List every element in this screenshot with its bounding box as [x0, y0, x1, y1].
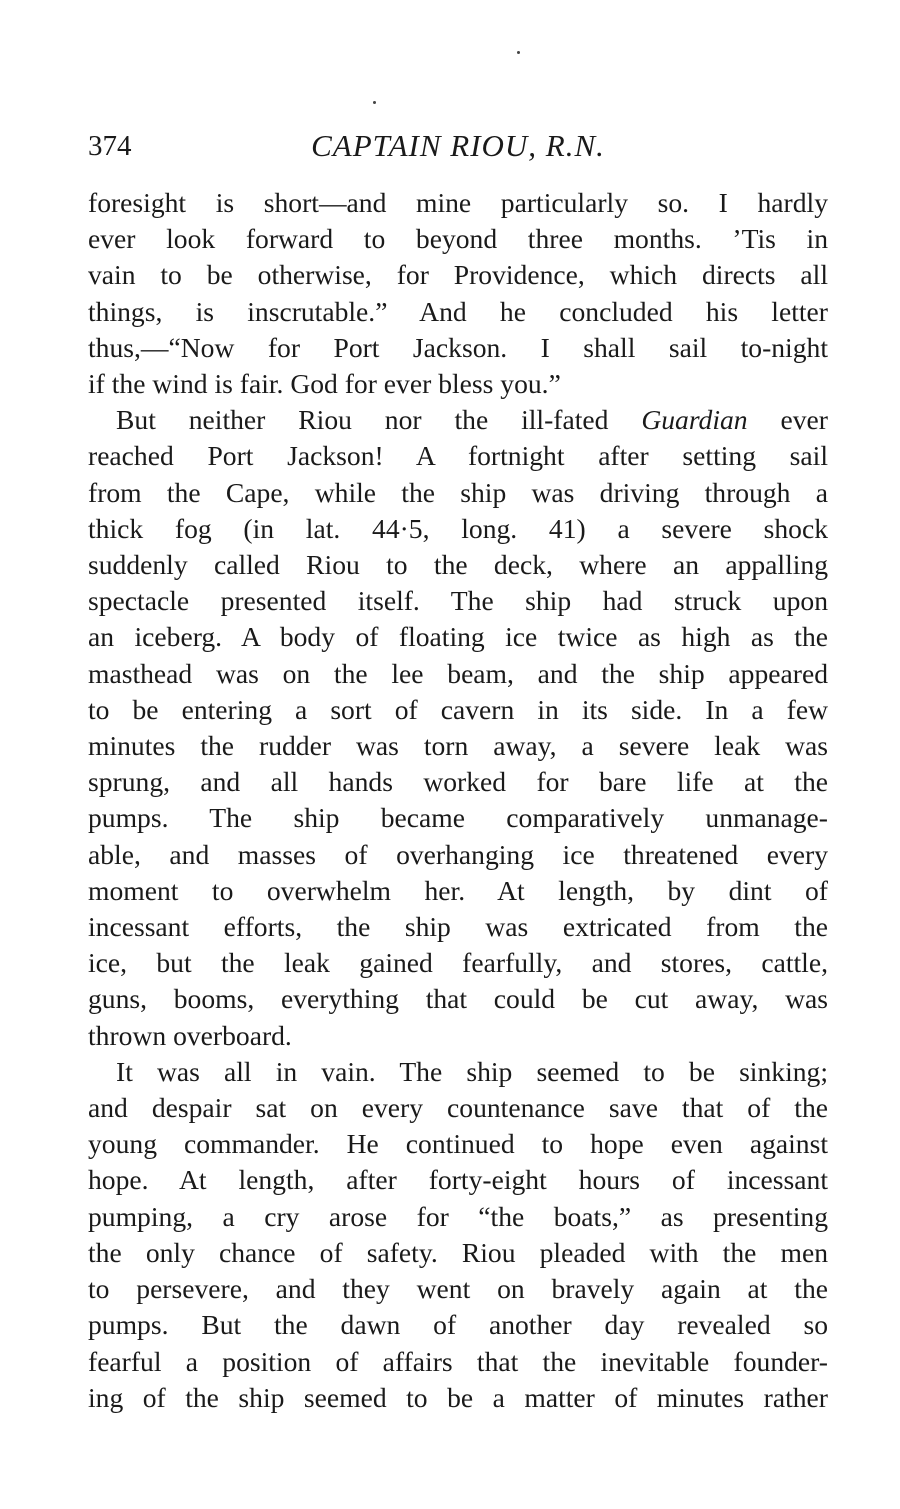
text-line: vain to be otherwise, for Providence, which directs all	[88, 259, 828, 291]
text-line: the only chance of safety. Riou pleaded with the men	[88, 1236, 828, 1268]
text-line: pumps. But the dawn of another day revealed so	[88, 1309, 828, 1341]
text-line: and despair sat on every countenance save that of the	[88, 1092, 828, 1124]
text-line: thick fog (in lat. 44·5, long. 41) a severe shock	[88, 512, 828, 544]
text-line: incessant efforts, the ship was extricated from the	[88, 911, 828, 943]
text-line: able, and masses of overhanging ice threatened every	[88, 838, 828, 870]
text-line: moment to overwhelm her. At length, by dint of	[88, 874, 828, 906]
paragraph-2	[88, 402, 828, 1054]
text-line-with-italic	[88, 402, 828, 438]
page-header	[88, 124, 828, 168]
ink-speck	[373, 101, 376, 104]
text-line: ice, but the leak gained fearfully, and stores, cattle,	[88, 947, 828, 979]
running-title: CAPTAIN RIOU, R.N.	[311, 128, 605, 163]
page-number: 374	[88, 130, 132, 162]
body-text	[88, 185, 828, 1416]
text-line: ing of the ship seemed to be a matter of minutes rather	[88, 1381, 828, 1413]
text-line: hope. At length, after forty-eight hours of incessant	[88, 1164, 828, 1196]
text-line: to persevere, and they went on bravely again at the	[88, 1273, 828, 1305]
text-line: It was all in vain. The ship seemed to be sinking;	[116, 1055, 828, 1087]
text-line: guns, booms, everything that could be cut away, was	[88, 983, 828, 1015]
text-line: reached Port Jackson! A fortnight after setting sail	[88, 440, 828, 472]
text-line: things, is inscrutable.” And he concluded his letter	[88, 295, 828, 327]
text-line: spectacle presented itself. The ship had struck upon	[88, 585, 828, 617]
paragraph-3	[88, 1054, 828, 1416]
text-line: pumping, a cry arose for “the boats,” as presenting	[88, 1200, 828, 1232]
text-line: from the Cape, while the ship was driving through a	[88, 476, 828, 508]
text-line: foresight is short—and mine particularly so. I hardly	[88, 187, 828, 218]
text-line: young commander. He continued to hope even against	[88, 1128, 828, 1160]
text-run: ever	[747, 404, 828, 436]
text-line: if the wind is fair. God for ever bless you.”	[88, 368, 561, 400]
text-line: ever look forward to beyond three months. ’Tis in	[88, 223, 828, 255]
text-line: pumps. The ship became comparatively unmanage-	[88, 802, 828, 834]
ink-speck	[517, 51, 520, 54]
text-line: to be entering a sort of cavern in its side. In a few	[88, 693, 828, 725]
text-line: masthead was on the lee beam, and the ship appeared	[88, 657, 828, 689]
paragraph-1	[88, 185, 828, 402]
ship-name-italic: Guardian	[641, 404, 748, 436]
text-line: minutes the rudder was torn away, a severe leak was	[88, 730, 828, 762]
text-line: suddenly called Riou to the deck, where an appalling	[88, 549, 828, 581]
text-line: thus,—“Now for Port Jackson. I shall sail to-night	[88, 331, 828, 363]
text-line: fearful a position of affairs that the inevitable founder-	[88, 1345, 828, 1377]
text-line: sprung, and all hands worked for bare life at the	[88, 766, 828, 798]
text-run: But neither Riou nor the ill-fated	[116, 404, 642, 436]
text-line: thrown overboard.	[88, 1019, 292, 1051]
text-line: an iceberg. A body of floating ice twice as high as the	[88, 621, 828, 653]
